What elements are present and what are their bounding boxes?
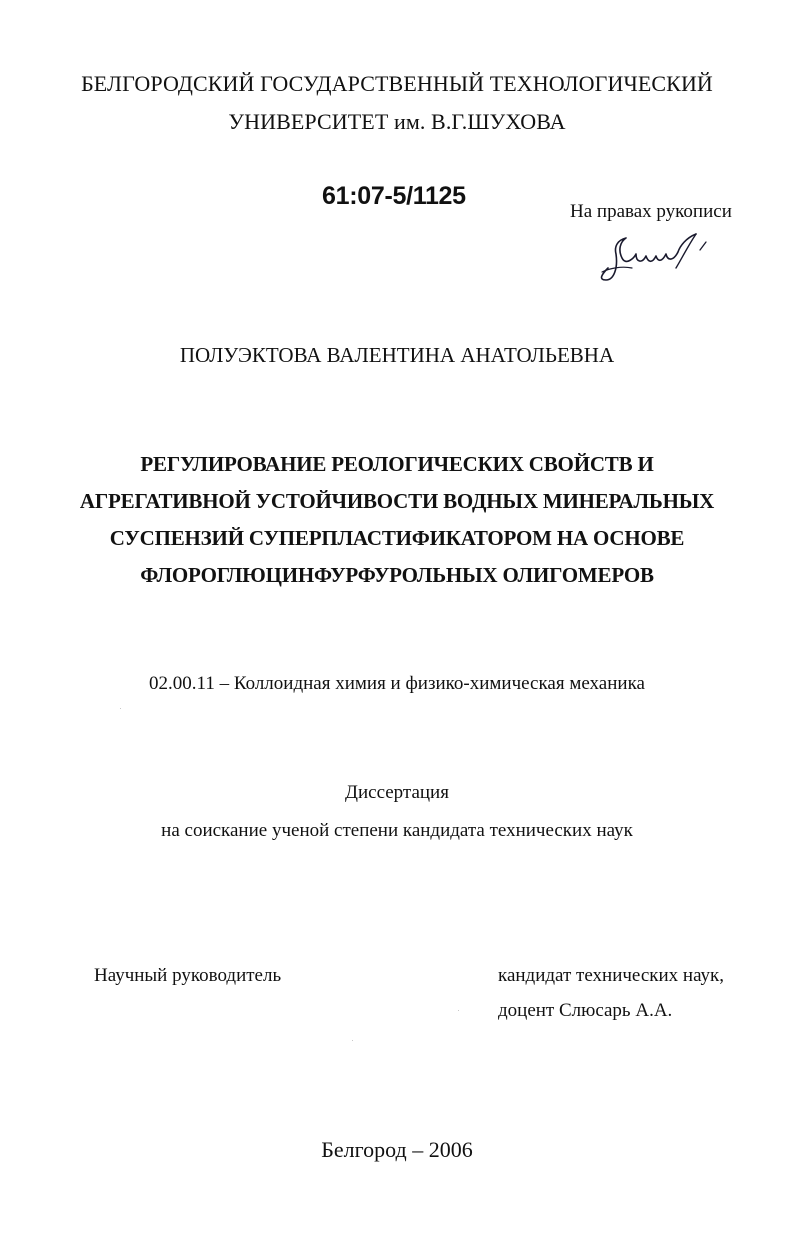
author-name: ПОЛУЭКТОВА ВАЛЕНТИНА АНАТОЛЬЕВНА xyxy=(179,343,615,367)
university-name-line-2: УНИВЕРСИТЕТ им. В.Г.ШУХОВА xyxy=(228,109,566,134)
handwritten-signature-icon xyxy=(592,228,712,286)
title-line-1: РЕГУЛИРОВАНИЕ РЕОЛОГИЧЕСКИХ СВОЙСТВ И xyxy=(140,452,654,476)
degree-sought: на соискание ученой степени кандидата технических наук xyxy=(161,820,633,841)
scan-speck xyxy=(458,1010,459,1011)
city-year: Белгород – 2006 xyxy=(321,1137,473,1162)
archive-code: 61:07-5/1125 xyxy=(322,182,466,210)
title-line-3: СУСПЕНЗИЙ СУПЕРПЛАСТИФИКАТОРОМ НА ОСНОВЕ xyxy=(109,526,685,550)
supervisor-degree: кандидат технических наук, xyxy=(498,965,725,986)
manuscript-note: На правах рукописи xyxy=(570,201,732,222)
university-name-line-1: БЕЛГОРОДСКИЙ ГОСУДАРСТВЕННЫЙ ТЕХНОЛОГИЧЕСКИЙ xyxy=(81,71,713,96)
title-line-4: ФЛОРОГЛЮЦИНФУРФУРОЛЬНЫХ ОЛИГОМЕРОВ xyxy=(140,563,654,587)
supervisor-label: Научный руководитель xyxy=(94,965,282,986)
specialty-code: 02.00.11 – Коллоидная химия и физико-химическая механика xyxy=(149,673,645,694)
title-line-2: АГРЕГАТИВНОЙ УСТОЙЧИВОСТИ ВОДНЫХ МИНЕРАЛЬНЫХ xyxy=(79,489,715,513)
scan-speck xyxy=(352,1040,353,1041)
document-type: Диссертация xyxy=(345,782,449,803)
supervisor-name: доцент Слюсарь А.А. xyxy=(498,1000,673,1021)
scan-speck xyxy=(120,708,121,709)
